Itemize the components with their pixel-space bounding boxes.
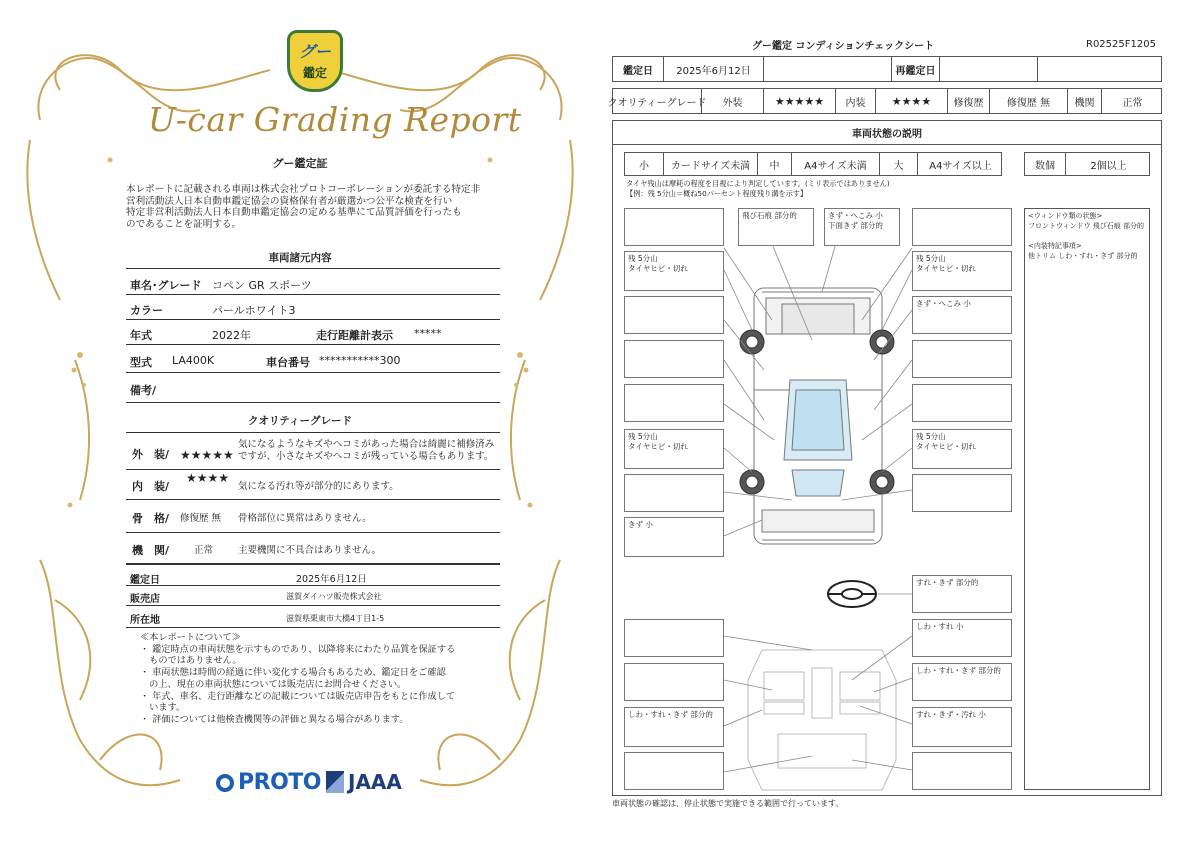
quality-heading: クオリティーグレード [248,415,352,427]
note-tire-front-left [624,251,724,291]
quality-label: クオリティーグレード [607,97,707,109]
spec-row-color [126,295,500,320]
redate-label: 再鑑定日 [891,57,939,81]
date-blank [763,57,891,81]
legend-large: 大 [879,153,917,175]
side-note-line: <ウィンドウ類の状態> [1028,212,1103,220]
tire-note-1: タイヤ残山は摩耗の程度を目視により判定しています。(ミリ表示ではありません) [626,179,890,188]
note-line: 飛び石痕 部分的 [742,211,797,220]
repair-label: 修復歴 [947,89,989,113]
date-label: 鑑定日 [130,575,160,586]
intro-line: 特定非営利活動法人日本自動車鑑定協会の定める基準にて品質評価を行ったも [126,207,462,219]
quality-row [607,88,1162,114]
note-line: 残 5分山 [628,254,658,263]
intro-text [126,184,480,230]
jaaa-logo-text: JAAA [348,770,402,794]
note-box [912,752,1012,790]
grade-row-engine [126,533,500,564]
legend-large-desc: A4サイズ以上 [917,153,1003,175]
note-box [624,752,724,790]
side-notes-box [1024,208,1150,790]
note-steering [912,575,1012,613]
sheet-code: R02525F1205 [1086,39,1156,50]
legend-small: 小 [639,160,649,172]
notes-line: ・ 年式、車名、走行距離などの記載については販売店申告をもとに作成して [140,690,456,702]
side-note-line: <内装特記事項> [1028,242,1082,250]
note-line: きず・へこみ 小 [916,299,971,308]
report-notes [140,632,455,726]
ext-stars: ★★★★★ [763,89,835,113]
repair-value: 修復歴 無 [989,89,1067,113]
mileage-label: 走行距離計表示 [316,329,393,342]
color-value: パールホワイト3 [212,304,296,317]
note-box [624,663,724,701]
int-label: 内 装/ [132,480,170,493]
condition-title: 車両状態の説明 [613,121,1161,145]
notes-line: ・ 評価については他検査機関等の評価と異なる場合があります。 [140,713,409,725]
legend-medium-desc: A4サイズ未満 [791,153,879,175]
spec-row-model [126,345,500,373]
note-line: タイヤヒビ・切れ [916,442,976,451]
note-box [912,474,1012,512]
redate-blank [1037,57,1163,81]
chassis-value: ***********300 [319,354,401,367]
intro-line: のであることを証明する。 [126,218,242,230]
side-note-line: フロントウィンドウ 飛び石痕 部分的 [1028,222,1145,230]
engine-value: 正常 [1101,89,1163,113]
note-line: すれ・きず 部分的 [916,578,979,587]
interior-outline [748,650,896,790]
notes-line: の上、現在の車両状態については販売店にお問合せください。 [140,678,407,690]
note-top-center-1 [738,208,814,246]
grade-row-frame [126,500,500,533]
side-note-spacer [1028,231,1146,241]
address-value: 滋賀県栗東市大橋4丁目1-5 [286,614,385,623]
note-line: しわ・すれ・きず 部分的 [628,710,713,719]
legend-medium: 中 [757,153,791,175]
ext-desc-line: ですが、小さなキズやヘコミが残っている場合もあります。 [238,451,494,462]
model-label: 型式 [130,356,152,369]
note-line: すれ・きず・汚れ 小 [916,710,986,719]
note-box [912,340,1012,378]
chassis-label: 車台番号 [266,356,310,369]
frame-desc: 骨格部位に異常はありません。 [238,513,372,524]
year-label: 年式 [130,329,152,342]
engine-label: 機関 [1067,89,1101,113]
note-interior-2 [912,663,1012,701]
note-box [624,208,724,246]
ext-label: 外装 [701,89,763,113]
frame-value: 修復歴 無 [180,513,222,524]
date-value: 2025年6月12日 [663,57,763,81]
address-label: 所在地 [130,615,160,626]
legend-small-desc: カードサイズ未満 [663,153,757,175]
note-top-center-2 [824,208,900,246]
note-right-dent [912,296,1012,334]
note-line: タイヤヒビ・切れ [916,264,976,273]
badge-bottom-text: 鑑定 [302,66,327,80]
notes-title: ≪本レポートについて≫ [140,632,241,643]
row-dealer [126,586,500,606]
side-note-line: 他トリム しわ・すれ・きず 部分的 [1028,252,1138,260]
mileage-value: ***** [414,327,442,340]
note-tire-front-right [912,251,1012,291]
spec-heading: 車両諸元内容 [268,252,332,264]
proto-logo [216,770,321,795]
grade-row-exterior [126,434,500,470]
notes-line: います。 [140,702,186,714]
ext-desc-line: 気になるようなキズやヘコミがあった場合は綺麗に補修済み [238,439,495,450]
ext-stars: ★★★★★ [180,448,234,462]
tire-note-2: 【例：残 5分山＝概ね50パーセント程度残り溝を示す】 [626,189,808,198]
model-value: LA400K [172,354,215,367]
row-date [126,564,500,586]
quality-top-rule [126,432,500,433]
date-row [612,56,1162,82]
sheet-footer: 車両状態の確認は、停止状態で実施できる範囲で行っています。 [612,799,844,808]
note-box [912,384,1012,422]
goo-kantei-badge [287,30,343,92]
note-box [624,619,724,657]
dealer-value: 滋賀ダイハツ販売株式会社 [286,592,382,601]
steering-wheel [828,581,876,607]
engine-label: 機 関/ [132,544,170,557]
spec-row-note [126,373,500,403]
note-line: 下面きず 部分的 [828,221,883,230]
note-box [624,296,724,334]
notes-line: ・ 鑑定時点の車両状態を示すものであり、以降将来にわたり品質を保証する [140,643,456,655]
spec-row-year [126,320,500,345]
proto-logo-icon [216,774,234,792]
color-label: カラー [130,304,163,317]
note-tire-rear-left [624,429,724,469]
spec-top-rule [126,268,500,269]
grade-row-interior [126,470,500,500]
name-label: 車名･グレード [130,279,202,292]
script-title: U-car Grading Report [148,100,522,139]
int-label: 内装 [835,89,875,113]
intro-line: 営利活動法人日本自動車鑑定協会の資格保有者が厳選かつ公平な検査を行い [126,195,453,207]
row-address [126,606,500,628]
ext-label: 外 装/ [132,448,170,461]
count-legend [1024,152,1150,176]
notes-line: ・ 車両状態は時間の経過に伴い変化する場合もあるため、鑑定日をご確認 [140,667,446,679]
name-value: コペン GR スポーツ [212,279,312,292]
count-label: 数個 [1035,160,1055,172]
note-line: きず・へこみ 小 [828,211,883,220]
note-rear-left [624,517,724,557]
note-line: 残 5分山 [916,432,946,441]
proto-logo-text: PROTO [238,770,321,795]
engine-value: 正常 [194,545,214,556]
count-value: 2個以上 [1065,153,1151,175]
note-line: しわ・すれ 小 [916,622,964,631]
year-value: 2022年 [212,329,251,342]
note-box [624,384,724,422]
note-interior-3 [912,707,1012,747]
note-box [624,340,724,378]
jaaa-logo-icon [326,771,344,793]
certificate-heading: グー鑑定証 [272,157,328,170]
int-stars: ★★★★ [186,471,230,485]
note-interior-left [624,707,724,747]
int-stars: ★★★★ [875,89,947,113]
dealer-label: 販売店 [130,594,160,605]
note-line: 残 5分山 [916,254,946,263]
sheet-title: グー鑑定 コンディションチェックシート [752,41,935,52]
date-label: 鑑定日 [623,65,653,77]
note-box [624,474,724,512]
note-line: 残 5分山 [628,432,658,441]
notes-line: ものではありません。 [140,655,242,667]
note-label: 備考/ [130,384,157,397]
note-line: タイヤヒビ・切れ [628,442,688,451]
note-interior-1 [912,619,1012,657]
note-line: きず 小 [628,520,653,529]
ext-desc [238,439,494,463]
size-legend [624,152,1002,176]
engine-desc: 主要機関に不具合はありません。 [238,545,382,556]
int-desc: 気になる汚れ等が部分的にあります。 [238,481,399,492]
note-box [912,208,1012,246]
spec-row-name [126,270,500,295]
intro-line: 本レポートに記載される車両は株式会社プロトコーポレーションが委託する特定非 [126,184,481,195]
badge-top-text: グー [298,42,331,61]
note-line: タイヤヒビ・切れ [628,264,688,273]
redate-value [939,57,1037,81]
frame-label: 骨 格/ [132,512,170,525]
car-outline [754,288,882,544]
note-tire-rear-right [912,429,1012,469]
date-value: 2025年6月12日 [296,574,367,585]
jaaa-logo [326,770,402,794]
note-line: しわ・すれ・きず 部分的 [916,666,1001,675]
